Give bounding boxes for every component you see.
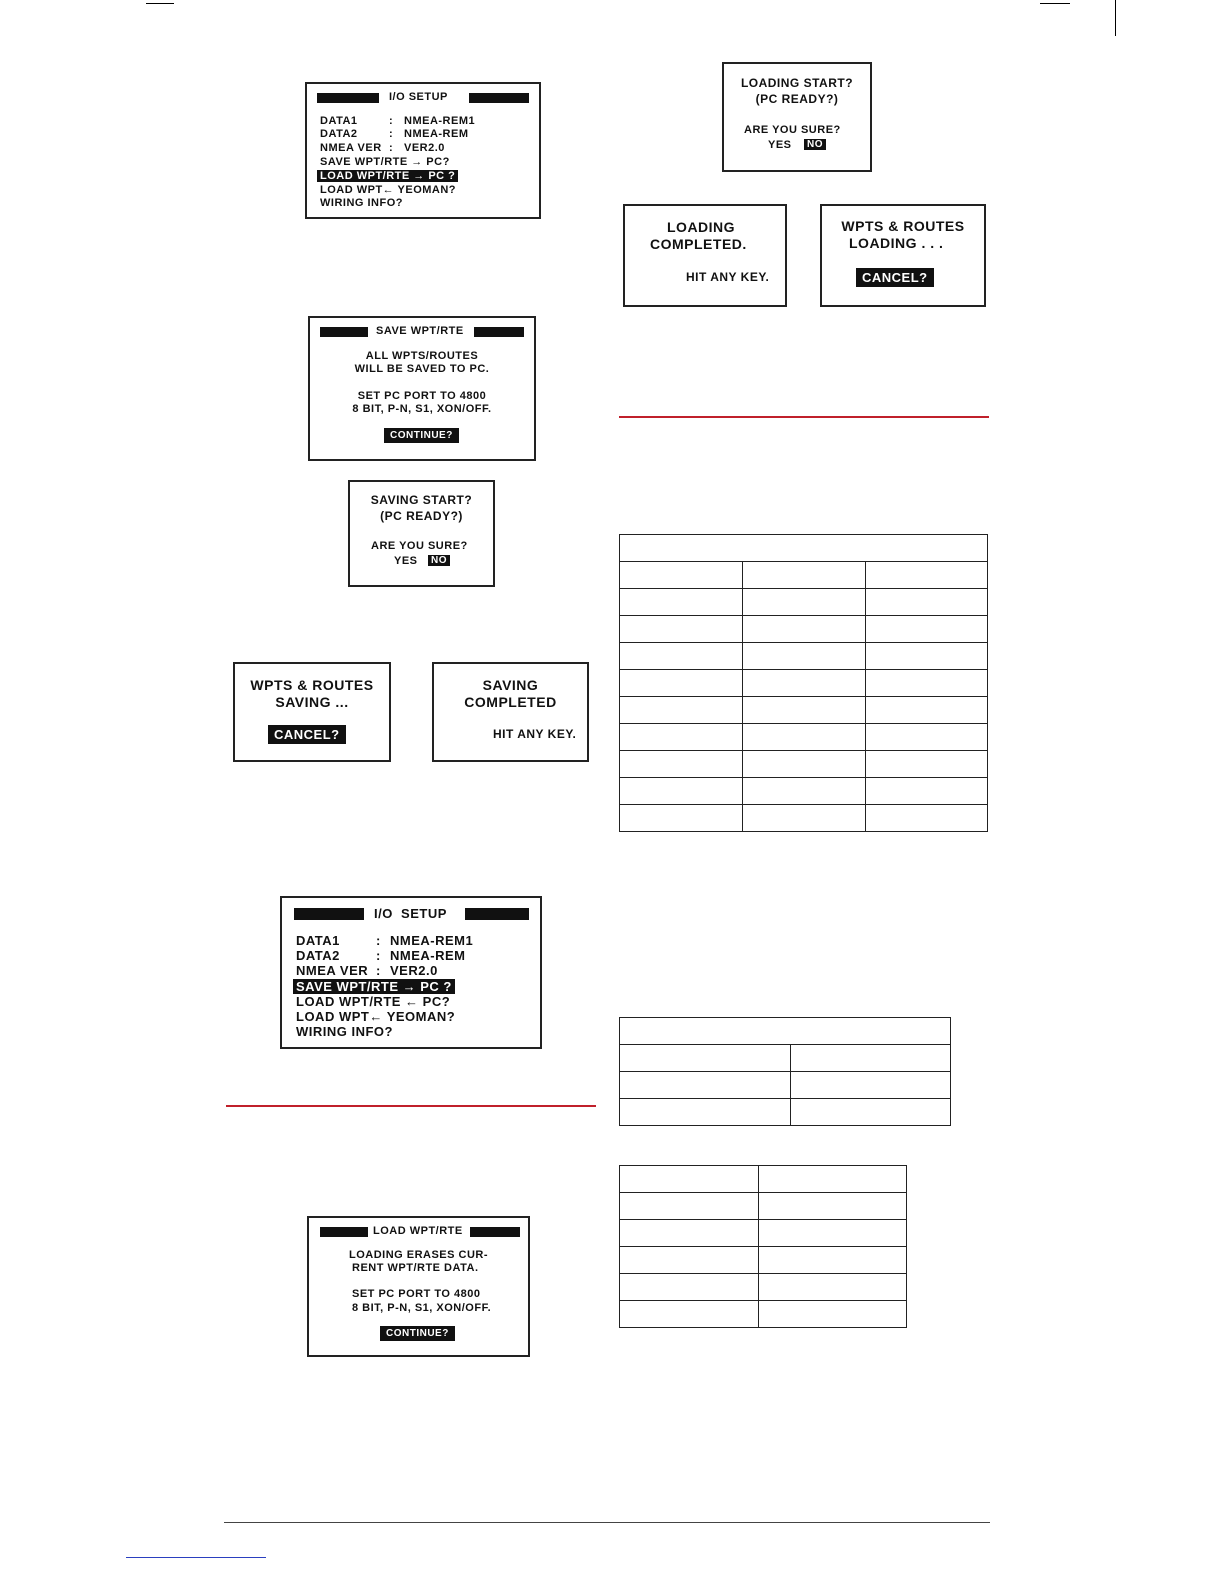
loading-completed-dialog [623,204,787,307]
table-cell [743,724,866,751]
table-cell [743,643,866,670]
table-row [620,1247,907,1274]
table-cell [620,805,743,832]
wiring-table-1 [619,534,988,832]
menu-item-load[interactable]: LOAD WPT/RTE ← PC? [296,994,451,1009]
table-cell [620,562,743,589]
io-setup-screen-save [280,896,542,1049]
continue-button[interactable]: CONTINUE? [384,428,459,443]
table-row [620,1193,907,1220]
dialog-line: (PC READY?) [755,92,839,106]
data1-value: NMEA-REM1 [404,115,476,127]
io-setup-screen-load [305,82,541,219]
menu-item-wiring[interactable]: WIRING INFO? [320,197,403,209]
menu-item-load-selected[interactable]: LOAD WPT/RTE → PC ? [317,170,458,182]
section-rule [619,416,989,418]
data1-value: NMEA-REM1 [390,933,474,948]
table-cell [620,1045,791,1072]
title-bar-right [465,908,529,920]
dialog-line: SAVING START? [370,493,473,507]
data2-value: NMEA-REM [404,128,469,140]
table-cell [759,1301,907,1328]
message-line: ALL WPTS/ROUTES [365,350,479,362]
saving-start-dialog [348,480,495,587]
table-cell [866,643,988,670]
table-cell [620,670,743,697]
loading-progress-dialog [820,204,986,307]
separator: : [389,128,394,140]
menu-item-load-yeoman[interactable]: LOAD WPT← YEOMAN? [296,1009,456,1024]
dialog-line: ARE YOU SURE? [371,540,468,552]
table-cell [759,1247,907,1274]
table-cell [743,670,866,697]
message-line: SET PC PORT TO 4800 [352,1288,481,1300]
table-cell [743,697,866,724]
screen-title: I/O SETUP [389,91,448,103]
data2-value: NMEA-REM [390,948,466,963]
table-row [620,1099,951,1126]
table-row [620,751,988,778]
menu-item-save[interactable]: SAVE WPT/RTE → PC? [320,156,450,168]
screen-title: LOAD WPT/RTE [373,1225,463,1237]
title-bar-left [320,1227,368,1237]
table-cell [866,778,988,805]
menu-item-wiring[interactable]: WIRING INFO? [296,1024,393,1039]
dialog-line: LOADING START? [740,76,854,90]
table-row [620,724,988,751]
saving-completed-dialog [432,662,589,762]
separator: : [389,115,394,127]
title-bar-left [317,93,379,103]
continue-button[interactable]: CONTINUE? [380,1326,455,1341]
footer-link-underline[interactable] [126,1557,266,1558]
table-cell [791,1072,951,1099]
table-cell [791,1099,951,1126]
message-line: RENT WPT/RTE DATA. [352,1262,479,1274]
separator: : [376,948,381,963]
dialog-line: WPTS & ROUTES [250,677,374,693]
dialog-line: WPTS & ROUTES [841,218,965,234]
separator: : [376,963,381,978]
table-cell [759,1166,907,1193]
dialog-line: LOADING [667,219,736,235]
yes-option[interactable]: YES [394,555,418,567]
dialog-line: COMPLETED [464,694,557,710]
title-bar-left [294,908,364,920]
dialog-line: SAVING ... [275,694,349,710]
footer-rule [224,1522,990,1523]
table-row [620,778,988,805]
nmea-value: VER2.0 [404,142,445,154]
message-line: LOADING ERASES CUR- [348,1249,489,1261]
nmea-label: NMEA VER [320,142,382,154]
table-cell [620,1301,759,1328]
table-title-cell [620,1018,951,1045]
separator: : [376,933,381,948]
table-cell [620,697,743,724]
saving-progress-dialog [233,662,391,762]
table-cell [743,778,866,805]
cancel-button[interactable]: CANCEL? [856,268,934,287]
table-cell [620,724,743,751]
table-row [620,697,988,724]
nmea-label: NMEA VER [296,963,369,978]
dialog-line: ARE YOU SURE? [744,124,841,136]
table-cell [620,1220,759,1247]
section-rule [226,1105,596,1107]
cancel-button[interactable]: CANCEL? [268,725,346,744]
wiring-table-3 [619,1165,907,1328]
table-cell [620,589,743,616]
dialog-line: (PC READY?) [380,509,463,523]
table-row [620,562,988,589]
message-line: WILL BE SAVED TO PC. [354,363,490,375]
table-row [620,670,988,697]
table-header-row [620,535,988,562]
dialog-line: SAVING [482,677,539,693]
loading-start-dialog [722,62,872,172]
table-row [620,1166,907,1193]
table-cell [743,805,866,832]
title-bar-right [474,327,524,337]
wiring-table-2 [619,1017,951,1126]
table-cell [759,1193,907,1220]
table-header-row [620,1018,951,1045]
table-cell [620,751,743,778]
table-row [620,1220,907,1247]
yes-option[interactable]: YES [768,139,792,151]
title-bar-left [320,327,368,337]
table-cell [866,697,988,724]
message-line: 8 BIT, P-N, S1, XON/OFF. [352,1302,492,1314]
table-row [620,1072,951,1099]
table-cell [620,616,743,643]
table-title-cell [620,535,988,562]
crop-mark-top-left [146,3,174,4]
table-cell [866,724,988,751]
table-cell [866,562,988,589]
table-row [620,643,988,670]
load-wpt-rte-screen [307,1216,530,1357]
nmea-value: VER2.0 [390,963,438,978]
table-row [620,805,988,832]
screen-title: I/O SETUP [374,906,447,921]
table-cell [743,562,866,589]
title-bar-right [469,93,529,103]
table-cell [620,1193,759,1220]
table-cell [620,778,743,805]
menu-item-load-yeoman[interactable]: LOAD WPT← YEOMAN? [320,184,457,196]
center-fold-line [1115,0,1116,36]
table-cell [743,751,866,778]
table-cell [866,616,988,643]
table-cell [866,589,988,616]
menu-item-save-selected[interactable]: SAVE WPT/RTE → PC ? [293,979,455,994]
no-option-selected[interactable]: NO [804,139,826,150]
no-option-selected[interactable]: NO [428,555,450,566]
table-cell [620,1166,759,1193]
data2-label: DATA2 [296,948,340,963]
table-row [620,589,988,616]
table-cell [620,1274,759,1301]
table-row [620,1301,907,1328]
dialog-line: LOADING . . . [849,235,944,251]
title-bar-right [470,1227,520,1237]
separator: : [389,142,394,154]
data2-label: DATA2 [320,128,358,140]
table-cell [743,616,866,643]
table-row [620,1274,907,1301]
dialog-line: HIT ANY KEY. [493,727,577,741]
dialog-line: COMPLETED. [650,236,747,252]
table-cell [759,1220,907,1247]
table-cell [620,1247,759,1274]
save-wpt-rte-screen [308,316,536,461]
data1-label: DATA1 [320,115,358,127]
table-cell [620,1099,791,1126]
table-cell [620,1072,791,1099]
crop-mark-top-right [1040,3,1070,4]
message-line: 8 BIT, P-N, S1, XON/OFF. [352,403,492,415]
dialog-line: HIT ANY KEY. [686,270,770,284]
data1-label: DATA1 [296,933,340,948]
table-cell [866,805,988,832]
screen-title: SAVE WPT/RTE [376,325,464,337]
table-cell [866,751,988,778]
table-cell [866,670,988,697]
message-line: SET PC PORT TO 4800 [357,390,487,402]
table-cell [791,1045,951,1072]
table-cell [759,1274,907,1301]
table-cell [620,643,743,670]
table-row [620,616,988,643]
table-row [620,1045,951,1072]
table-cell [743,589,866,616]
